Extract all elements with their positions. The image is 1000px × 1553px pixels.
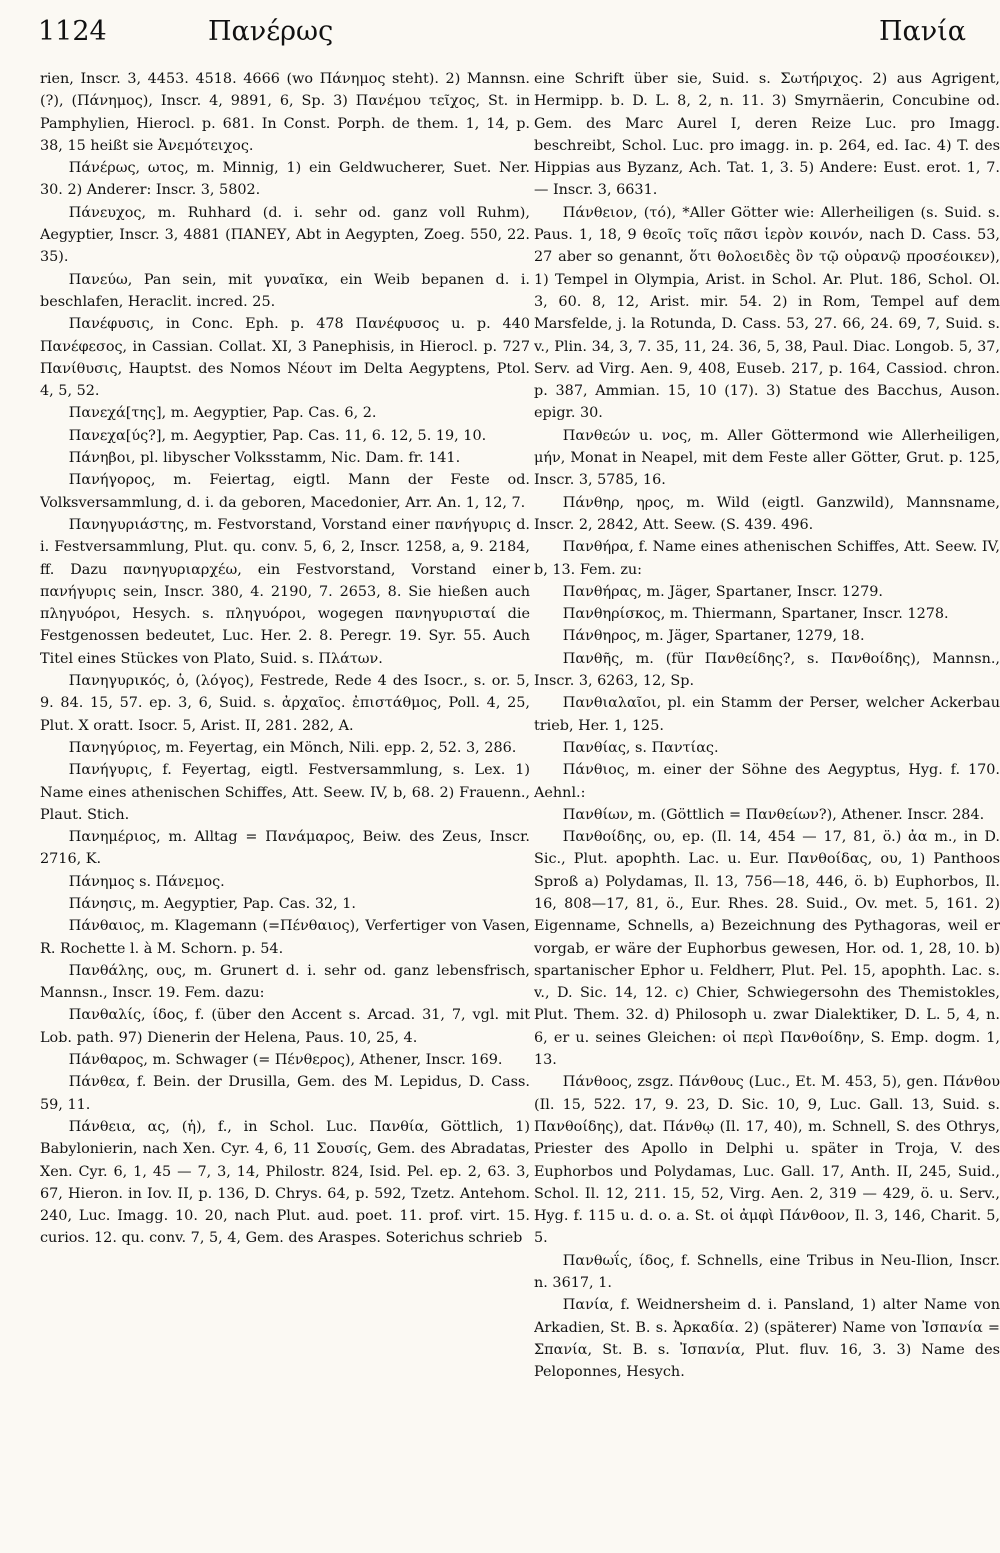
page-number: 1124 bbox=[38, 16, 107, 47]
dictionary-entry: Πανηγυριάστης, m. Festvorstand, Vorstand einer πανήγυρις d. i. Festversammlung, Plut. qu. conv. 5, 6, 2, Inscr. 1258, a, 9. 2184, ff. Dazu πανηγυριαρχέω, ein Festvorstand, Vorstand einer πανήγυρις sein, Inscr. 380, 4. 2190, 7. 2653, 8. Sie hießen auch πληγυόροι, Hesych. s. πληγυόροι, wogegen πανηγυρισταί die Festgenossen bedeutet, Luc. Her. 2. 8. Peregr. 19. Syr. 55. Auch Titel eines Stückes von Plato, Suid. s. Πλάτων. bbox=[40, 516, 530, 667]
dictionary-entry: Πάνθεια, ας, (ἡ), f., in Schol. Luc. Πανθία, Göttlich, 1) Babylonierin, nach Xen. Cyr. 4, 6, 11 Σουσίς, Gem. des Abradatas, Xen. Cyr. 6, 1, 45 — 7, 3, 14, Philostr. 824, Isid. Pel. ep. 2, 63. 3, 67, Hieron. in Iov. II, p. 136, D. Chrys. 64, p. 592, Tzetz. Antehom. 240, Luc. Imagg. 10. 20, nach Plut. aud. poet. 11. prof. virt. 15. curios. 12. qu. conv. 7, 5, 4, Gem. des Araspes. Soterichus schrieb bbox=[40, 1118, 530, 1247]
dictionary-entry: Πανθίας, s. Παντίας. bbox=[562, 739, 719, 756]
dictionary-entry: Πανθήρας, m. Jäger, Spartaner, Inscr. 1279. bbox=[562, 583, 883, 600]
left-guide-word: Πανέρως bbox=[208, 16, 334, 47]
page-header bbox=[38, 16, 986, 56]
dictionary-entry: Πανήγυρις, f. Feyertag, eigtl. Festversammlung, s. Lex. 1) Name eines athenischen Schiffes, Att. Seew. IV, b, 68. 2) Frauenn., Plaut. Stich. bbox=[40, 762, 530, 823]
dictionary-entry: Πάνθεα, f. Bein. der Drusilla, Gem. des M. Lepidus, D. Cass. 59, 11. bbox=[40, 1074, 530, 1113]
dictionary-entry: Πανηγύριος, m. Feyertag, ein Mönch, Nili. epp. 2, 52. 3, 286. bbox=[68, 739, 517, 756]
dictionary-entry: Πανθάλης, ους, m. Grunert d. i. sehr od. ganz lebensfrisch, Mannsn., Inscr. 19. Fem. dazu: bbox=[40, 962, 530, 1002]
dictionary-entry: Πανήγορος, m. Feiertag, eigtl. Mann der Feste od. Volksversammlung, d. i. da geboren, Macedonier, Arr. An. 1, 12, 7. bbox=[40, 472, 530, 511]
dictionary-entry: Πανθεών u. νος, m. Aller Göttermond wie Allerheiligen, μήν, Monat in Neapel, mit dem Feste aller Götter, Grut. p. 125, Inscr. 3, 5785, 16. bbox=[534, 427, 1000, 489]
dictionary-entry: Πανημέριος, m. Alltag = Πανάμαρος, Beiw. des Zeus, Inscr. 2716, K. bbox=[40, 829, 530, 868]
dictionary-entry: rien, Inscr. 3, 4453. 4518. 4666 (wo Πάνημος steht). 2) Mannsn. (?), (Πάνημος), Inscr. 4, 9891, 6, Sp. 3) Πανέμου τεῖχος, St. in Pamphylien, Hierocl. p. 681. In Const. Porph. de them. 1, 14, p. 38, 15 heißt sie Ἀνεμότειχος. bbox=[40, 71, 530, 154]
dictionary-entry: Πανθήρα, f. Name eines athenischen Schiffes, Att. Seew. IV, b, 13. Fem. zu: bbox=[534, 539, 1000, 578]
dictionary-entry: Πανθιαλαῖοι, pl. ein Stamm der Perser, welcher Ackerbau trieb, Her. 1, 125. bbox=[534, 695, 1000, 734]
right-column bbox=[534, 68, 1000, 1543]
dictionary-entry: Πανέφυσις, in Conc. Eph. p. 478 Πανέφυσος u. p. 440 Πανέφεσος, in Cassian. Collat. XI, 3 Panephisis, in Hierocl. p. 727 Πανίθυσις, Hauptst. des Nomos Νέουτ im Delta Aegyptens, Ptol. 4, 5, 52. bbox=[40, 316, 530, 400]
dictionary-entry: Πάνθαιος, m. Klagemann (=Πένθαιος), Verfertiger von Vasen, R. Rochette l. à M. Schorn. p. 54. bbox=[40, 918, 530, 957]
left-column bbox=[40, 68, 530, 1543]
dictionary-entry: Πάνημος s. Πάνεμος. bbox=[68, 873, 225, 890]
dictionary-entry: Πάνθοος, zsgz. Πάνθους (Luc., Et. M. 453, 5), gen. Πάνθου (Il. 15, 522. 17, 9. 23, D. Sic. 10, 9, Luc. Gall. 13, Suid. s. Πανθοίδης), dat. Πάνθῳ (Il. 17, 40), m. Schnell, S. des Othrys, Priester des Apollo in Delphi u. später in Troja, V. des Euphorbos und Polydamas, Luc. Gall. 17, Anth. II, 245, Suid., Schol. Il. 12, 211. 15, 52, Virg. Aen. 2, 319 — 429, ö. u. Serv., Hyg. f. 115 u. d. o. a. St. οἱ ἀμφὶ Πάνθοον, Il. 3, 146, Charit. 5, 5. bbox=[534, 1074, 1000, 1247]
dictionary-entry: Πανθωΐς, ίδος, f. Schnells, eine Tribus in Neu-Ilion, Inscr. n. 3617, 1. bbox=[534, 1252, 1000, 1292]
dictionary-entry: Πανεχά[της], m. Aegyptier, Pap. Cas. 6, 2. bbox=[68, 405, 377, 422]
dictionary-entry: Πανθηρίσκος, m. Thiermann, Spartaner, Inscr. 1278. bbox=[562, 606, 949, 623]
dictionary-entry: Πάνέρως, ωτος, m. Minnig, 1) ein Geldwucherer, Suet. Ner. 30. 2) Anderer: Inscr. 3, 5802. bbox=[40, 160, 530, 199]
dictionary-entry: Πάνηβοι, pl. libyscher Volksstamm, Nic. Dam. fr. 141. bbox=[68, 450, 461, 467]
dictionary-entry: Πανηγυρικός, ὁ, (λόγος), Festrede, Rede 4 des Isocr., s. or. 5, 9. 84. 15, 57. ep. 3, 6, Suid. s. ἀρχαῖος. ἐπιστάθμος, Poll. 4, 25, Plut. X oratt. Isocr. 5, Arist. II, 281. 282, A. bbox=[40, 673, 530, 734]
dictionary-entry: Πανεχα[ύς?], m. Aegyptier, Pap. Cas. 11, 6. 12, 5. 19, 10. bbox=[68, 427, 487, 444]
dictionary-entry: Πανθαλίς, ίδος, f. (über den Accent s. Arcad. 31, 7, vgl. mit Lob. path. 97) Dienerin der Helena, Paus. 10, 25, 4. bbox=[40, 1007, 530, 1046]
dictionary-entry: Πάνησις, m. Aegyptier, Pap. Cas. 32, 1. bbox=[68, 895, 357, 912]
dictionary-entry: Πανεύω, Pan sein, mit γυναῖκα, ein Weib bepanen d. i. beschlafen, Heraclit. incred. 25. bbox=[40, 271, 530, 310]
dictionary-entry: Πάνθιος, m. einer der Söhne des Aegyptus, Hyg. f. 170. Aehnl.: bbox=[534, 762, 1000, 801]
dictionary-entry: Πάνθαρος, m. Schwager (= Πένθερος), Athener, Inscr. 169. bbox=[68, 1052, 503, 1069]
dictionary-entry: Πάνθηρος, m. Jäger, Spartaner, 1279, 18. bbox=[562, 628, 865, 645]
dictionary-entry: Πάνθηρ, ηρος, m. Wild (eigtl. Ganzwild), Mannsname, Inscr. 2, 2842, Att. Seew. (S. 439. 496. bbox=[534, 494, 1000, 533]
dictionary-entry: eine Schrift über sie, Suid. s. Σωτήριχος. 2) aus Agrigent, Hermipp. b. D. L. 8, 2, n. 11. 3) Smyrnäerin, Concubine od. Gem. des Marc Aurel I, deren Reize Luc. pro Imagg. beschreibt, Schol. Luc. pro imagg. in. p. 264, ed. Iac. 4) T. des Hippias aus Byzanz, Ach. Tat. 1, 3. 5) Andere: Eust. erot. 1, 7. — Inscr. 3, 6631. bbox=[534, 71, 1000, 199]
dictionary-entry: Πάνευχος, m. Ruhhard (d. i. sehr od. ganz voll Ruhm), Aegyptier, Inscr. 3, 4881 (ΠΑΝΕΥ, Abt in Aegypten, Zoeg. 550, 22. 35). bbox=[40, 204, 530, 266]
dictionary-entry: Πανθοίδης, ου, ep. (Il. 14, 454 — 17, 81, ö.) ἀα m., in D. Sic., Plut. apophth. Lac. u. Eur. Πανθοίδας, ου, 1) Panthoos Sproß a) Polydamas, Il. 13, 756—18, 446, ö. b) Euphorbos, Il. 16, 808—17, 81, ö., Eur. Rhes. 28. Suid., Ov. met. 5, 161. 2) Eigenname, Schnells, a) Bezeichnung des Pythagoras, weil er vorgab, er wäre der Euphorbus gewesen, Hor. od. 1, 28, 10. b) spartanischer Ephor u. Feldherr, Plut. Pel. 15, apophth. Lac. s. v., D. Sic. 14, 12. c) Chier, Schwiegersohn des Themistokles, Plut. Them. 32. d) Philosoph u. zwar Dialektiker, D. L. 5, 4, n. 6, er u. seines Gleichen: οἱ περὶ Πανθοίδην, S. Emp. dogm. 1, 13. bbox=[534, 829, 1000, 1069]
dictionary-entry: Πάνθειον, (τό), *Aller Götter wie: Allerheiligen (s. Suid. s. Paus. 1, 18, 9 θεοῖς τοῖς πᾶσι ἱερὸν κοινόν, nach D. Cass. 53, 27 aber so genannt, ὅτι θολοειδὲς ὂν τῷ οὐρανῷ προσέοικεν), 1) Tempel in Olympia, Arist. in Schol. Ar. Plut. 186, Schol. Ol. 3, 60. 8, 12, Arist. mir. 54. 2) in Rom, Tempel auf dem Marsfelde, j. la Rotunda, D. Cass. 53, 27. 66, 24. 69, 7, Suid. s. v., Plin. 34, 3, 7. 35, 11, 24. 36, 5, 38, Paul. Diac. Longob. 5, 37, Serv. ad Virg. Aen. 9, 408, Euseb. 217, p. 164, Cassiod. chron. p. 387, Ammian. 15, 10 (17). 3) Statue des Bacchus, Auson. epigr. 30. bbox=[534, 204, 1000, 422]
dictionary-entry: Πανία, f. Weidnersheim d. i. Pansland, 1) alter Name von Arkadien, St. B. s. Ἀρκαδία. 2) (späterer) Name von Ἰσπανία = Σπανία, St. B. s. Ἰσπανία, Plut. fluv. 16, 3. 3) Name des Peloponnes, Hesych. bbox=[534, 1297, 1000, 1381]
dictionary-entry: Πανθίων, m. (Göttlich = Πανθείων?), Athener. Inscr. 284. bbox=[562, 806, 985, 823]
dictionary-entry: Πανθῆς, m. (für Πανθείδης?, s. Πανθοίδης), Mannsn., Inscr. 3, 6263, 12, Sp. bbox=[534, 650, 1000, 690]
right-guide-word: Πανία bbox=[878, 16, 966, 47]
